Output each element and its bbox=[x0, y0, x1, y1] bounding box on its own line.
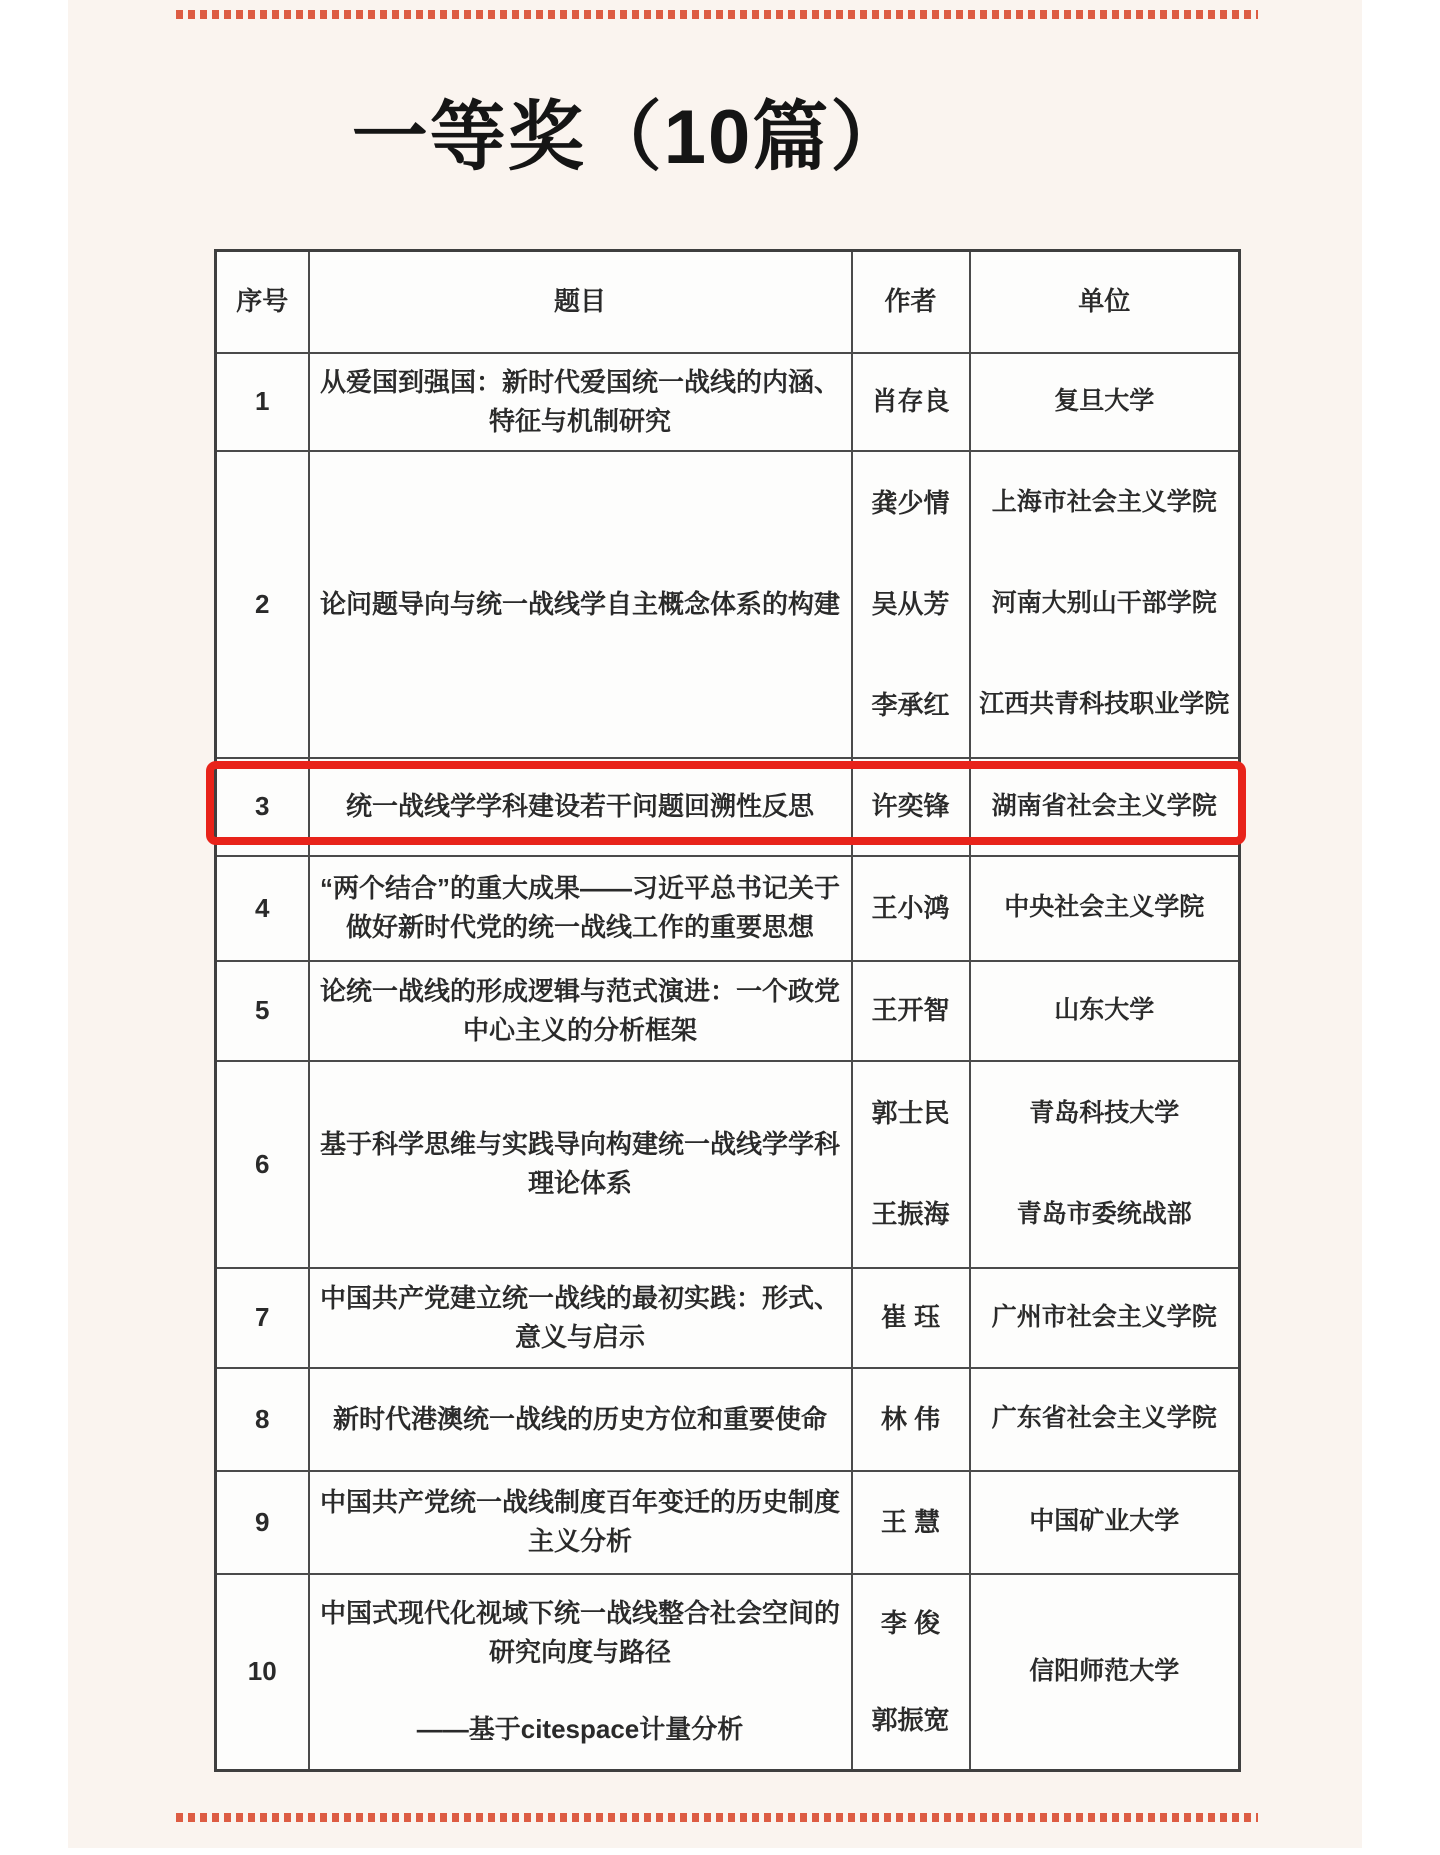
table-header-row bbox=[216, 251, 1240, 353]
header-index: 序号 bbox=[216, 251, 309, 353]
table-row-6 bbox=[216, 1061, 1240, 1268]
table-row-10 bbox=[216, 1574, 1240, 1771]
paper-title: 中国共产党统一战线制度百年变迁的历史制度主义分析 bbox=[309, 1471, 852, 1574]
author-cell: 王 慧 bbox=[852, 1471, 970, 1574]
author-cell bbox=[852, 1061, 970, 1268]
author-stack bbox=[861, 453, 961, 756]
unit-name: 青岛科技大学 bbox=[1029, 1098, 1180, 1127]
header-title: 题目 bbox=[309, 251, 852, 353]
table-row-1 bbox=[216, 353, 1240, 451]
row-index: 6 bbox=[216, 1061, 309, 1268]
table-row-8 bbox=[216, 1368, 1240, 1471]
top-dotted-divider bbox=[176, 10, 1258, 19]
paper-subtitle: ——基于citespace计量分析 bbox=[416, 1714, 744, 1745]
red-highlight-box bbox=[206, 761, 1246, 845]
header-author: 作者 bbox=[852, 251, 970, 353]
unit-stack bbox=[973, 453, 1237, 756]
author-stack bbox=[861, 1063, 961, 1266]
unit-cell bbox=[970, 451, 1240, 758]
unit-name: 河南大别山干部学院 bbox=[991, 589, 1217, 618]
paper-title: 论统一战线的形成逻辑与范式演进：一个政党中心主义的分析框架 bbox=[309, 961, 852, 1061]
author-name: 李 俊 bbox=[880, 1608, 941, 1638]
author-cell bbox=[852, 1574, 970, 1771]
title-stack bbox=[318, 1575, 843, 1768]
row-index: 1 bbox=[216, 353, 309, 451]
unit-cell bbox=[970, 1061, 1240, 1268]
author-cell: 王小鸿 bbox=[852, 856, 970, 961]
author-name: 李承红 bbox=[871, 689, 950, 720]
unit-cell: 山东大学 bbox=[970, 961, 1240, 1061]
row-index: 2 bbox=[216, 451, 309, 758]
unit-cell: 湖南省社会主义学院 bbox=[970, 758, 1240, 856]
award-table bbox=[214, 249, 1241, 1772]
unit-cell: 中国矿业大学 bbox=[970, 1471, 1240, 1574]
unit-cell: 中央社会主义学院 bbox=[970, 856, 1240, 961]
paper-title: 新时代港澳统一战线的历史方位和重要使命 bbox=[309, 1368, 852, 1471]
author-name: 王振海 bbox=[871, 1199, 950, 1230]
bottom-dotted-divider bbox=[176, 1813, 1258, 1822]
unit-cell: 复旦大学 bbox=[970, 353, 1240, 451]
unit-name: 江西共青科技职业学院 bbox=[979, 690, 1230, 719]
paper-title: 中国式现代化视域下统一战线整合社会空间的研究向度与路径 bbox=[319, 1598, 840, 1668]
unit-cell: 信阳师范大学 bbox=[970, 1574, 1240, 1771]
unit-stack bbox=[973, 1063, 1237, 1266]
author-stack bbox=[861, 1575, 961, 1768]
author-name: 郭振宽 bbox=[871, 1704, 950, 1735]
paper-title: 论问题导向与统一战线学自主概念体系的构建 bbox=[309, 451, 852, 758]
row-index: 8 bbox=[216, 1368, 309, 1471]
row-index: 9 bbox=[216, 1471, 309, 1574]
unit-name: 上海市社会主义学院 bbox=[991, 488, 1217, 517]
unit-name: 青岛市委统战部 bbox=[1016, 1200, 1192, 1228]
author-name: 龚少情 bbox=[871, 487, 950, 518]
author-name: 郭士民 bbox=[871, 1097, 950, 1128]
row-index: 4 bbox=[216, 856, 309, 961]
page-title: 一等奖（10篇） bbox=[351, 95, 909, 180]
table-row-2 bbox=[216, 451, 1240, 758]
row-index: 7 bbox=[216, 1268, 309, 1368]
row-index: 10 bbox=[216, 1574, 309, 1771]
row-index: 5 bbox=[216, 961, 309, 1061]
author-cell: 王开智 bbox=[852, 961, 970, 1061]
paper-title: 从爱国到强国：新时代爱国统一战线的内涵、特征与机制研究 bbox=[309, 353, 852, 451]
paper-title: “两个结合”的重大成果——习近平总书记关于做好新时代党的统一战线工作的重要思想 bbox=[309, 856, 852, 961]
table-row-5 bbox=[216, 961, 1240, 1061]
author-cell: 崔 珏 bbox=[852, 1268, 970, 1368]
header-unit: 单位 bbox=[970, 251, 1240, 353]
unit-cell: 广州市社会主义学院 bbox=[970, 1268, 1240, 1368]
paper-title: 基于科学思维与实践导向构建统一战线学学科理论体系 bbox=[309, 1061, 852, 1268]
author-name: 吴从芳 bbox=[871, 588, 950, 619]
paper-title: 中国共产党建立统一战线的最初实践：形式、意义与启示 bbox=[309, 1268, 852, 1368]
row-index: 3 bbox=[216, 758, 309, 856]
paper-title-cell bbox=[309, 1574, 852, 1771]
author-cell bbox=[852, 451, 970, 758]
table-row-9 bbox=[216, 1471, 1240, 1574]
author-cell: 肖存良 bbox=[852, 353, 970, 451]
author-cell: 林 伟 bbox=[852, 1368, 970, 1471]
unit-cell: 广东省社会主义学院 bbox=[970, 1368, 1240, 1471]
paper-title: 统一战线学学科建设若干问题回溯性反思 bbox=[309, 758, 852, 856]
author-cell: 许奕锋 bbox=[852, 758, 970, 856]
table-row-7 bbox=[216, 1268, 1240, 1368]
table-row-4 bbox=[216, 856, 1240, 961]
